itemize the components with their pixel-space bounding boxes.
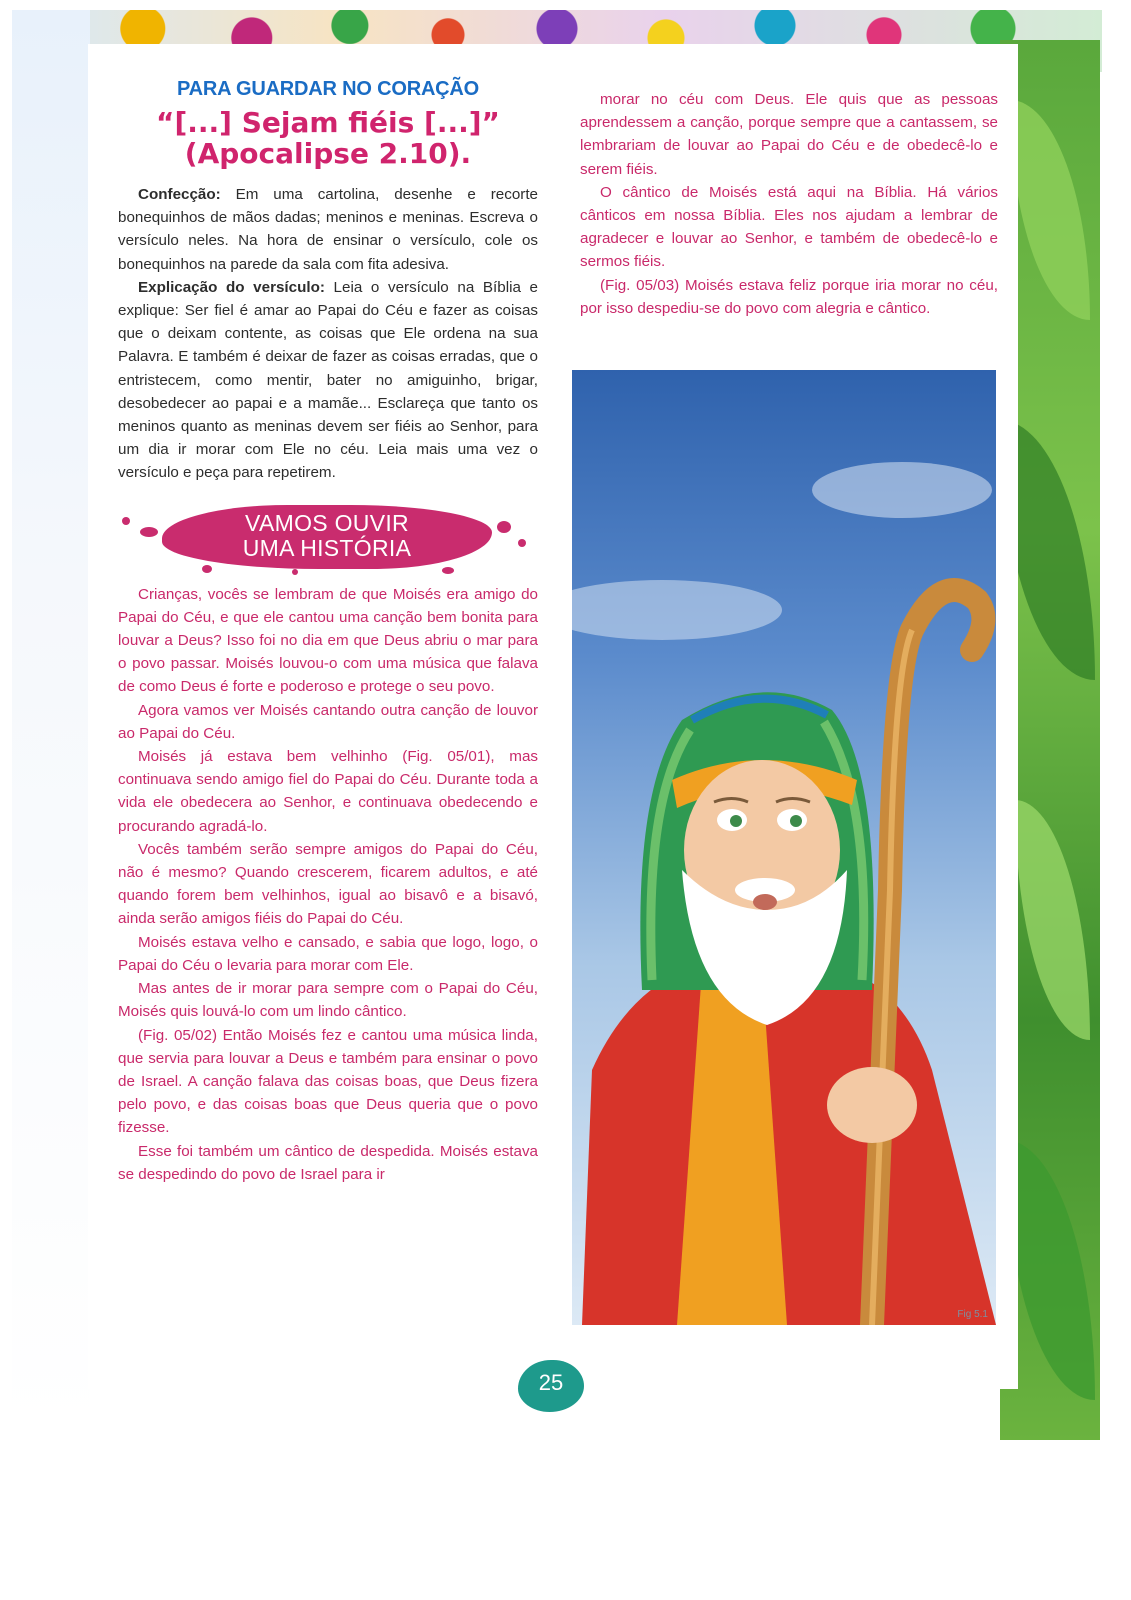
story-text: Então Moisés fez e cantou uma música linda, que servia para louvar a Deus e também para ensinar o povo de Israel. A canção falava das coisas boas, que Deus fizera pelo povo, e das coisas boas que Deus queria que o povo fizesse. [118,1026,538,1137]
memory-heading: PARA GUARDAR NO CORAÇÃO [176,78,480,100]
story-text-left [118,583,538,1186]
memory-verse [118,107,538,169]
moses-illustration [572,370,996,1325]
story-banner [92,499,532,577]
story-paragraph [118,977,538,1023]
moses-drawing [572,370,996,1325]
story-text: Esse foi também um cântico de despedida. Moisés estava se despedindo do povo de Israel para ir [118,1142,538,1183]
story-text: Agora vamos ver Moisés cantando outra canção de louvor ao Papai do Céu. [118,701,538,742]
story-text: Moisés já estava bem velhinho (Fig. 05/01), mas continuava sendo amigo fiel do Papai do Céu. Durante toda a vida ele obedecera ao Senhor, e continuava obedecendo e procurando agradá-lo. [118,748,538,835]
story-text-right [580,88,998,320]
story-text: Crianças, vocês se lembram de que Moisés era amigo do Papai do Céu, e que ele cantou uma canção bem bonita para louvar a Deus? Isso foi no dia em que Deus abriu o mar para o povo passar. Moisés louvou-o com uma música que falava de como Deus é forte e poderoso e protege o seu povo. [118,585,538,696]
page-number: 25 [538,1370,564,1395]
explanation-label: Explicação do versículo: [138,278,325,296]
story-text: Moisés estava feliz porque iria morar no céu, por isso despediu-se do povo com alegria e cântico. [580,276,998,317]
craft-text: Em uma cartolina, desenhe e recorte bonequinhos de mãos dadas; meninos e meninas. Escreva o versículo neles. Na hora de ensinar o versículo, cole os bonequinhos na parede da sala com fita adesiva. [118,186,538,273]
figure-label: Fig 5.1 [957,1309,988,1320]
story-text: morar no céu com Deus. Ele quis que as pessoas aprendessem a canção, porque sempre que a cantassem, se lembrariam de louvar ao Papai do Céu e de obedecê-lo e serem fiéis. [580,91,998,178]
story-text: Moisés estava velho e cansado, e sabia que logo, logo, o Papai do Céu o levaria para morar com Ele. [118,933,538,974]
verse-reference: (Apocalipse 2.10). [184,137,472,170]
figure-reference: (Fig. 05/02) [138,1026,218,1044]
story-paragraph [580,181,998,274]
story-text: Mas antes de ir morar para sempre com o Papai do Céu, Moisés quis louvá-lo com um lindo cântico. [118,980,538,1021]
left-decorative-margin [12,10,90,1430]
instructions-block [118,183,538,485]
story-text: Vocês também serão sempre amigos do Papai do Céu, não é mesmo? Quando crescerem, ficarem adultos, e até quando forem bem velhinhos, igual ao bisavô e a bisavó, ainda serão amigos fiéis do Papai do Céu. [118,840,538,928]
banner-title: VAMOS OUVIR UMA HISTÓRIA [242,509,412,561]
left-column [118,78,538,1186]
right-column [580,88,998,320]
explanation-paragraph [118,276,538,485]
story-paragraph [580,88,998,181]
story-paragraph [118,745,538,838]
craft-paragraph [118,183,538,276]
verse-line: “[...] Sejam fiéis [...]” [156,106,500,139]
story-paragraph [118,1024,538,1140]
figure-reference: (Fig. 05/03) [600,276,680,294]
craft-label: Confecção: [138,186,221,203]
story-paragraph [118,583,538,699]
story-paragraph [580,274,998,320]
story-paragraph [118,838,538,931]
story-paragraph [118,931,538,977]
story-text: O cântico de Moisés está aqui na Bíblia. Há vários cânticos em nossa Bíblia. Eles nos ajudam a lembrar de agradecer e louvar ao Senhor, e também de obedecê-lo e sermos fiéis. [580,183,998,271]
explanation-text: Leia o versículo na Bíblia e explique: Ser fiel é amar ao Papai do Céu e fazer as coisas que o deixam contente, as coisas que Ele ordena na sua Palavra. E também é deixar de fazer as coisas erradas, que o entristecem, como mentir, bater no amiguinho, brigar, desobedecer ao papai e a mamãe... Esclareça que tanto os meninos quanto as meninas devem ser fiéis ao Senhor, para um dia ir morar com Ele no céu. Leia mais uma vez o versículo e peça para repetirem. [118,278,538,482]
story-paragraph [118,699,538,745]
story-paragraph [118,1140,538,1186]
